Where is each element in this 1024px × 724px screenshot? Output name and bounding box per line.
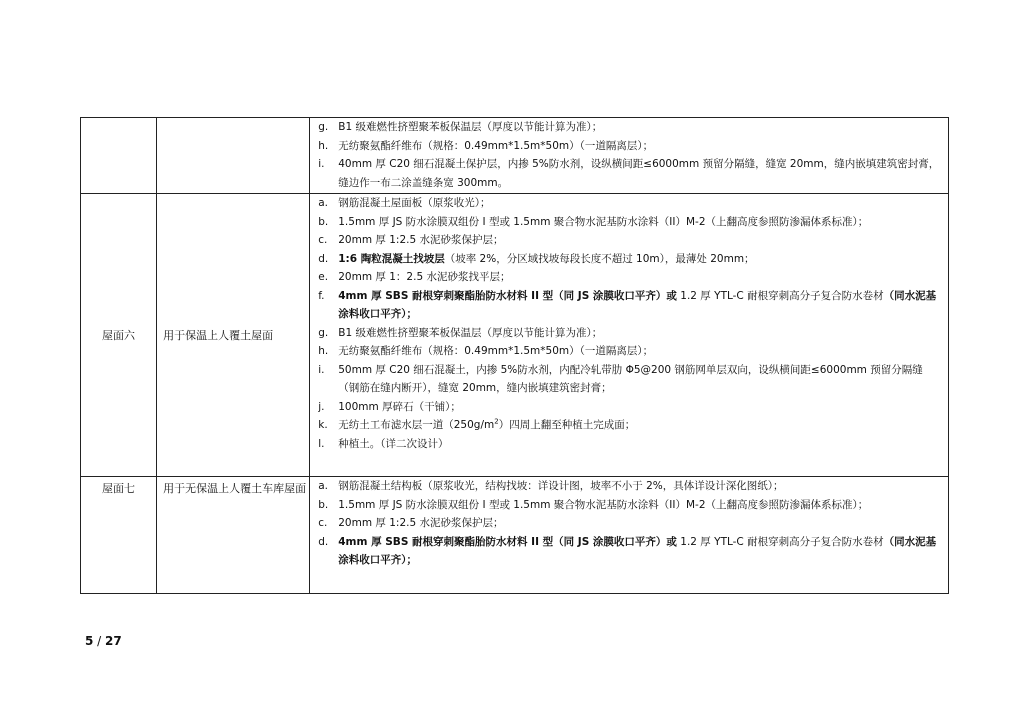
layer-item bbox=[310, 533, 948, 570]
layer-item bbox=[310, 287, 948, 324]
roof-name-cell: 屋面六 bbox=[81, 194, 157, 477]
layer-text bbox=[338, 324, 948, 343]
layer-text bbox=[338, 416, 948, 435]
page-number bbox=[85, 634, 122, 648]
layer-text-part: 1.5mm 厚 JS 防水涂膜双组份 I 型或 1.5mm 聚合物水泥基防水涂料（II）M-2（上翻高度参照防渗漏体系标准）； bbox=[338, 498, 869, 511]
layers-cell bbox=[310, 194, 949, 477]
layer-text-part: B1 级难燃性挤塑聚苯板保温层（厚度以节能计算为准）； bbox=[338, 326, 603, 339]
layer-item bbox=[310, 155, 948, 192]
layer-text bbox=[338, 287, 948, 324]
layer-item bbox=[310, 324, 948, 343]
layer-item bbox=[310, 416, 948, 435]
layer-text-bold: （同水泥基涂料收口平齐）； bbox=[338, 535, 937, 566]
layer-key: e. bbox=[318, 271, 329, 283]
layer-key: g. bbox=[318, 326, 329, 339]
layer-item bbox=[310, 118, 948, 137]
layer-text-part: 40mm 厚 C20 细石混凝土保护层，内掺 5%防水剂，设纵横间距≤6000mm 预留分隔缝，缝宽 20mm，缝内嵌填建筑密封膏，缝边作一布二涂盖缝条宽 300mm。 bbox=[338, 158, 940, 189]
layer-key: c. bbox=[318, 517, 328, 529]
roof-use-cell: 用于保温上人覆土屋面 bbox=[157, 194, 310, 477]
layer-text-part: 钢筋混凝土屋面板（原浆收光）； bbox=[338, 197, 491, 209]
layer-item bbox=[310, 477, 948, 496]
layer-text-bold: （同水泥基涂料收口平齐）； bbox=[338, 289, 937, 320]
layer-text-part: （坡率 2%，分区域找坡每段长度不超过 10m），最薄处 20mm； bbox=[444, 252, 755, 265]
layer-text bbox=[338, 496, 948, 515]
layer-key: f. bbox=[318, 289, 325, 302]
table-row bbox=[81, 118, 949, 194]
layer-key: d. bbox=[318, 252, 329, 265]
layer-text bbox=[338, 118, 948, 137]
layer-item bbox=[310, 435, 948, 454]
layer-text bbox=[338, 435, 948, 454]
layer-key: a. bbox=[318, 480, 329, 492]
layer-key: g. bbox=[318, 121, 329, 133]
table-row bbox=[81, 194, 949, 477]
layer-text bbox=[338, 155, 948, 192]
layer-text bbox=[338, 342, 948, 361]
layer-text-part: 无纺聚氨酯纤维布（规格：0.49mm*1.5m*50m）（一道隔离层）； bbox=[338, 139, 654, 152]
layer-item bbox=[310, 137, 948, 156]
layers-cell bbox=[310, 118, 949, 194]
roof-name-cell: 屋面七 bbox=[81, 477, 157, 594]
layer-text-part: 100mm 厚碎石（干铺）； bbox=[338, 400, 461, 413]
layers-cell bbox=[310, 477, 949, 594]
layer-text-part: 20mm 厚 1:2.5 水泥砂浆保护层； bbox=[338, 234, 504, 246]
layer-text-bold: 1:6 陶粒混凝土找坡层 bbox=[338, 252, 445, 265]
page-separator: / bbox=[93, 634, 106, 648]
layer-item bbox=[310, 268, 948, 287]
layer-item bbox=[310, 398, 948, 417]
layer-text-bold: 4mm 厚 SBS 耐根穿刺聚酯胎防水材料 II 型（同 JS 涂膜收口平齐）或 bbox=[338, 289, 677, 302]
current-page: 5 bbox=[85, 634, 94, 648]
layer-text-part: 无纺土工布滤水层一道（250g/m bbox=[338, 419, 495, 431]
layer-key: k. bbox=[318, 419, 328, 431]
layer-key: j. bbox=[318, 400, 325, 413]
layer-text bbox=[338, 137, 948, 156]
layer-key: d. bbox=[318, 535, 329, 548]
roof-use-cell bbox=[157, 118, 310, 194]
layer-item bbox=[310, 194, 948, 213]
layer-item bbox=[310, 213, 948, 232]
total-pages: 27 bbox=[105, 634, 122, 648]
layer-text bbox=[338, 533, 948, 570]
layer-key: b. bbox=[318, 215, 329, 228]
layer-key: l. bbox=[318, 437, 325, 450]
layer-text-part: 无纺聚氨酯纤维布（规格：0.49mm*1.5m*50m）（一道隔离层）； bbox=[338, 345, 654, 357]
layer-item bbox=[310, 231, 948, 250]
roof-use-cell: 用于无保温上人覆土车库屋面 bbox=[157, 477, 310, 594]
layer-text-part: 20mm 厚 1：2.5 水泥砂浆找平层； bbox=[338, 271, 511, 283]
layer-text bbox=[338, 361, 948, 398]
layer-text bbox=[338, 250, 948, 269]
layer-item bbox=[310, 250, 948, 269]
roof-name-cell bbox=[81, 118, 157, 194]
layer-text-part: 2 bbox=[494, 417, 499, 426]
table-row bbox=[81, 477, 949, 594]
layer-key: a. bbox=[318, 197, 329, 209]
layer-text-part: ）四周上翻至种植土完成面； bbox=[498, 419, 636, 431]
layer-text-part: 50mm 厚 C20 细石混凝土，内掺 5%防水剂，内配冷轧带肋 Φ5@200 钢筋网单层双向，设纵横间距≤6000mm 预留分隔缝（钢筋在缝内断开），缝宽 20mm，缝内嵌填建筑密封膏； bbox=[338, 363, 923, 394]
layer-text-part: 种植土。（详二次设计） bbox=[338, 437, 449, 450]
layer-text-part: 1.2 厚 YTL-C 耐根穿刺高分子复合防水卷材 bbox=[676, 289, 884, 302]
layer-text bbox=[338, 477, 948, 496]
layer-item bbox=[310, 361, 948, 398]
layer-key: i. bbox=[318, 363, 325, 376]
layer-item bbox=[310, 342, 948, 361]
layer-key: i. bbox=[318, 158, 325, 170]
layer-text-bold: 4mm 厚 SBS 耐根穿刺聚酯胎防水材料 II 型（同 JS 涂膜收口平齐）或 bbox=[338, 535, 677, 548]
layer-text bbox=[338, 213, 948, 232]
layer-text bbox=[338, 514, 948, 533]
layer-item bbox=[310, 514, 948, 533]
layer-key: c. bbox=[318, 234, 328, 246]
layer-key: h. bbox=[318, 139, 329, 152]
layer-text-part: 1.2 厚 YTL-C 耐根穿刺高分子复合防水卷材 bbox=[676, 535, 884, 548]
roof-spec-table bbox=[80, 117, 949, 594]
layer-text bbox=[338, 194, 948, 213]
layer-text bbox=[338, 398, 948, 417]
layer-text-part: B1 级难燃性挤塑聚苯板保温层（厚度以节能计算为准）； bbox=[338, 121, 603, 133]
layer-key: h. bbox=[318, 345, 329, 357]
layer-key: b. bbox=[318, 498, 329, 511]
layer-text bbox=[338, 231, 948, 250]
layer-text bbox=[338, 268, 948, 287]
layer-text-part: 1.5mm 厚 JS 防水涂膜双组份 I 型或 1.5mm 聚合物水泥基防水涂料（II）M-2（上翻高度参照防渗漏体系标准）； bbox=[338, 215, 869, 228]
layer-item bbox=[310, 496, 948, 515]
layer-text-part: 钢筋混凝土结构板（原浆收光，结构找坡：详设计图，坡率不小于 2%，具体详设计深化图纸）； bbox=[338, 480, 784, 492]
layer-text-part: 20mm 厚 1:2.5 水泥砂浆保护层； bbox=[338, 517, 504, 529]
